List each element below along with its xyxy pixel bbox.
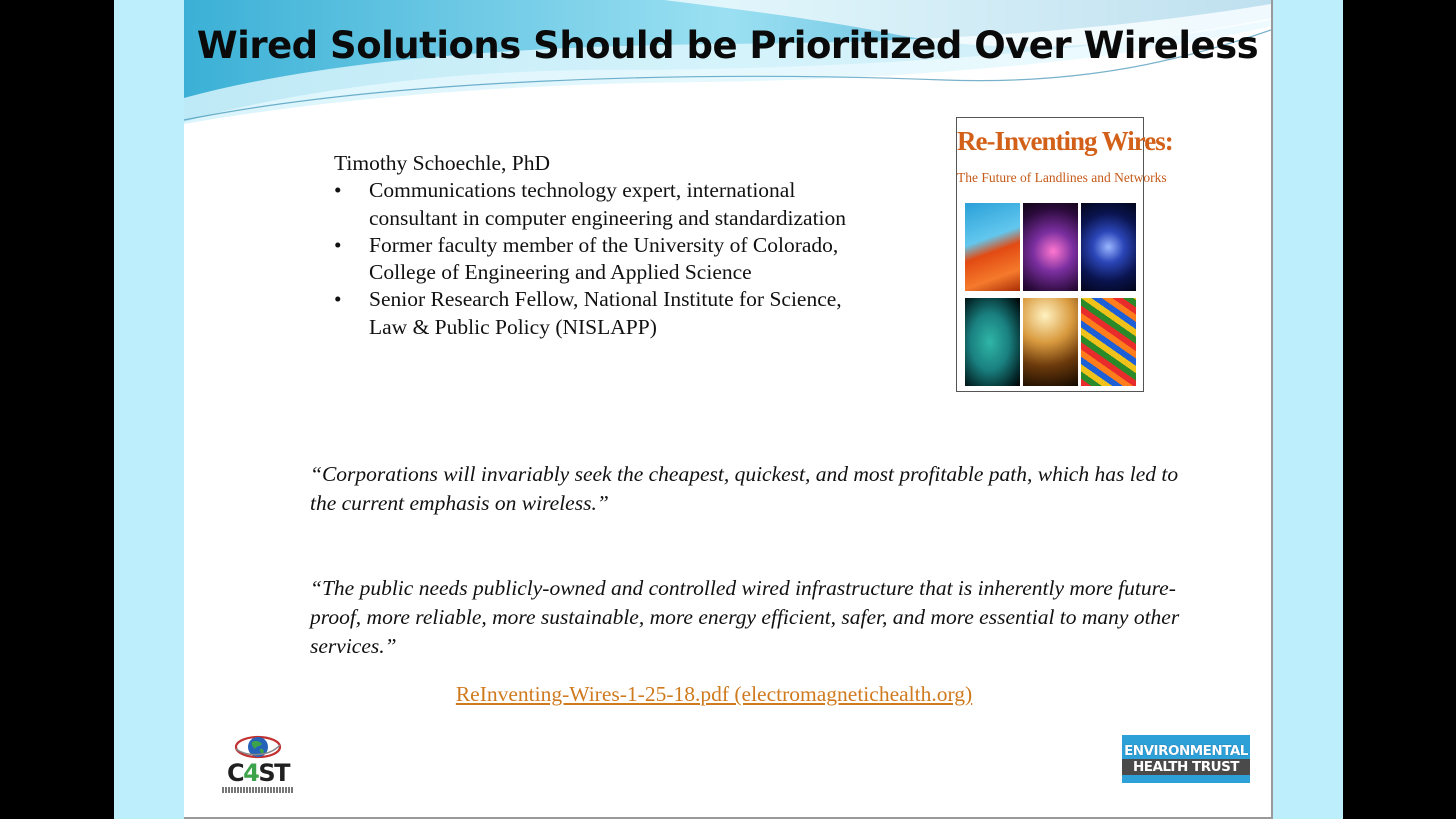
c4st-tagline-lines (222, 787, 294, 793)
bio-item-text: Communications technology expert, international consultant in computer engineering and standardization (369, 178, 847, 230)
cover-photo-fiber-glow (1023, 203, 1078, 291)
bio-item (334, 177, 874, 232)
bullet-glyph: • (334, 287, 342, 312)
eht-line1: ENVIRONMENTAL (1124, 743, 1248, 759)
book-subtitle: The Future of Landlines and Networks (957, 170, 1167, 185)
bullet-glyph: • (334, 178, 342, 203)
eht-line2: HEALTH TRUST (1122, 759, 1250, 775)
bio-list (334, 177, 874, 341)
bio-item (334, 232, 874, 287)
right-letterbox (1343, 0, 1456, 819)
bio-item-text: Senior Research Fellow, National Institute for Science, Law & Public Policy (NISLAPP) (369, 287, 842, 339)
bio-item (334, 286, 874, 341)
left-letterbox (0, 0, 114, 819)
quote-corporations: “Corporations will invariably seek the cheapest, quickest, and most profitable path, which has led to the current emphasis on wireless.” (310, 462, 1179, 515)
source-link[interactable]: ReInventing-Wires-1-25-18.pdf (electromagnetichealth.org) (455, 682, 973, 706)
c4st-logo (222, 733, 294, 795)
speaker-name: Timothy Schoechle, PhD (334, 151, 551, 175)
cover-photo-optical-strands (1023, 298, 1078, 386)
book-title: Re-Inventing Wires: (957, 126, 1173, 156)
bullet-glyph: • (334, 232, 342, 257)
speaker-bio (334, 150, 874, 341)
quote-public-infrastructure: “The public needs publicly-owned and controlled wired infrastructure that is inherently more future-proof, more reliable, more sustainable, more energy efficient, safer, and more essential to many other services.” (310, 576, 1180, 658)
slide-title: Wired Solutions Should be Prioritized Over Wireless (196, 24, 1259, 67)
environmental-health-trust-logo (1122, 735, 1250, 783)
cover-photo-blue-lights (1081, 203, 1136, 291)
bio-item-text: Former faculty member of the University of Colorado, College of Engineering and Applied Science (369, 232, 839, 285)
cover-photo-cable (965, 203, 1020, 291)
c4st-wordmark: C4ST (227, 759, 289, 787)
cover-photo-fiber-bundle (965, 298, 1020, 386)
book-cover-image (956, 117, 1173, 392)
cover-photo-colored-wires (1081, 298, 1136, 386)
slide (184, 0, 1273, 819)
